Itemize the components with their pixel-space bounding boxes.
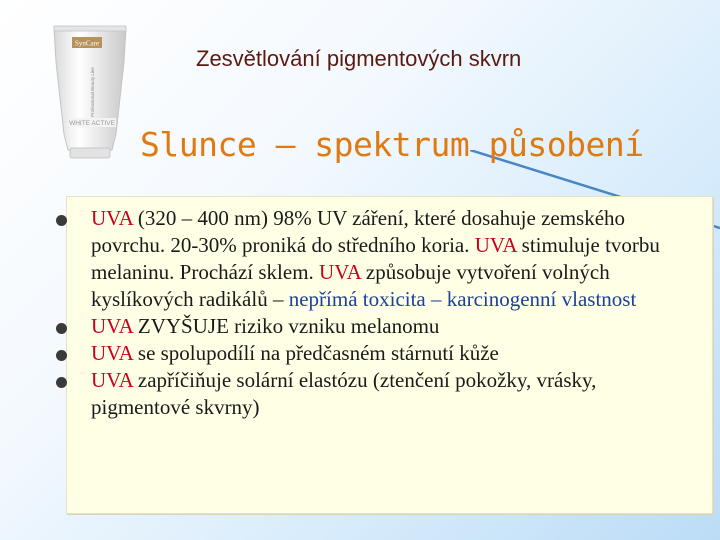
- tube-brand-label: SynCare: [74, 39, 100, 48]
- bullet-text: se spolupodílí na předčasném stárnutí kůže: [132, 341, 499, 365]
- bullet-dot-icon: [56, 350, 67, 361]
- bullet-dot-icon: [56, 323, 67, 334]
- cream-tube-image: [50, 22, 130, 160]
- bullet-highlight-red: UVA: [91, 314, 133, 338]
- bullet-highlight-red: UVA: [91, 341, 133, 365]
- tube-side-label: Professional Beauty Line: [90, 67, 95, 117]
- bullet-item: [56, 340, 676, 367]
- bullet-item: [56, 205, 676, 313]
- bullet-dot-icon: [56, 215, 67, 226]
- bullet-text: (320 – 400 nm) 98% UV záření, které dosahuje zemského povrchu. 20-30% proniká do středního koria.: [91, 206, 626, 257]
- slide-title: Slunce – spektrum působení: [140, 125, 644, 164]
- bullet-highlight-red: UVA: [91, 368, 133, 392]
- bullet-item: [56, 313, 676, 340]
- bullet-text: způsobuje vytvoření volných kyslíkových radikálů –: [91, 260, 610, 311]
- bullet-highlight-red: UVA: [319, 260, 361, 284]
- bullet-list: [56, 205, 676, 421]
- tube-product-line: WHITE ACTIVE: [69, 120, 115, 127]
- header-title: Zesvětlování pigmentových skvrn: [196, 46, 522, 71]
- bullet-text: ZVYŠUJE riziko vzniku melanomu: [132, 314, 440, 338]
- bullet-text: stimuluje tvorbu melaninu. Prochází sklem.: [91, 233, 660, 284]
- bullet-text: zapříčiňuje solární elastózu (ztenčení pokožky, vrásky, pigmentové skvrny): [91, 368, 597, 419]
- bullet-highlight-blue: nepřímá toxicita – karcinogenní vlastnost: [288, 287, 637, 311]
- bullet-item: [56, 367, 676, 421]
- bullet-dot-icon: [56, 377, 67, 388]
- bullet-highlight-red: UVA: [91, 206, 133, 230]
- bullet-highlight-red: UVA: [474, 233, 517, 257]
